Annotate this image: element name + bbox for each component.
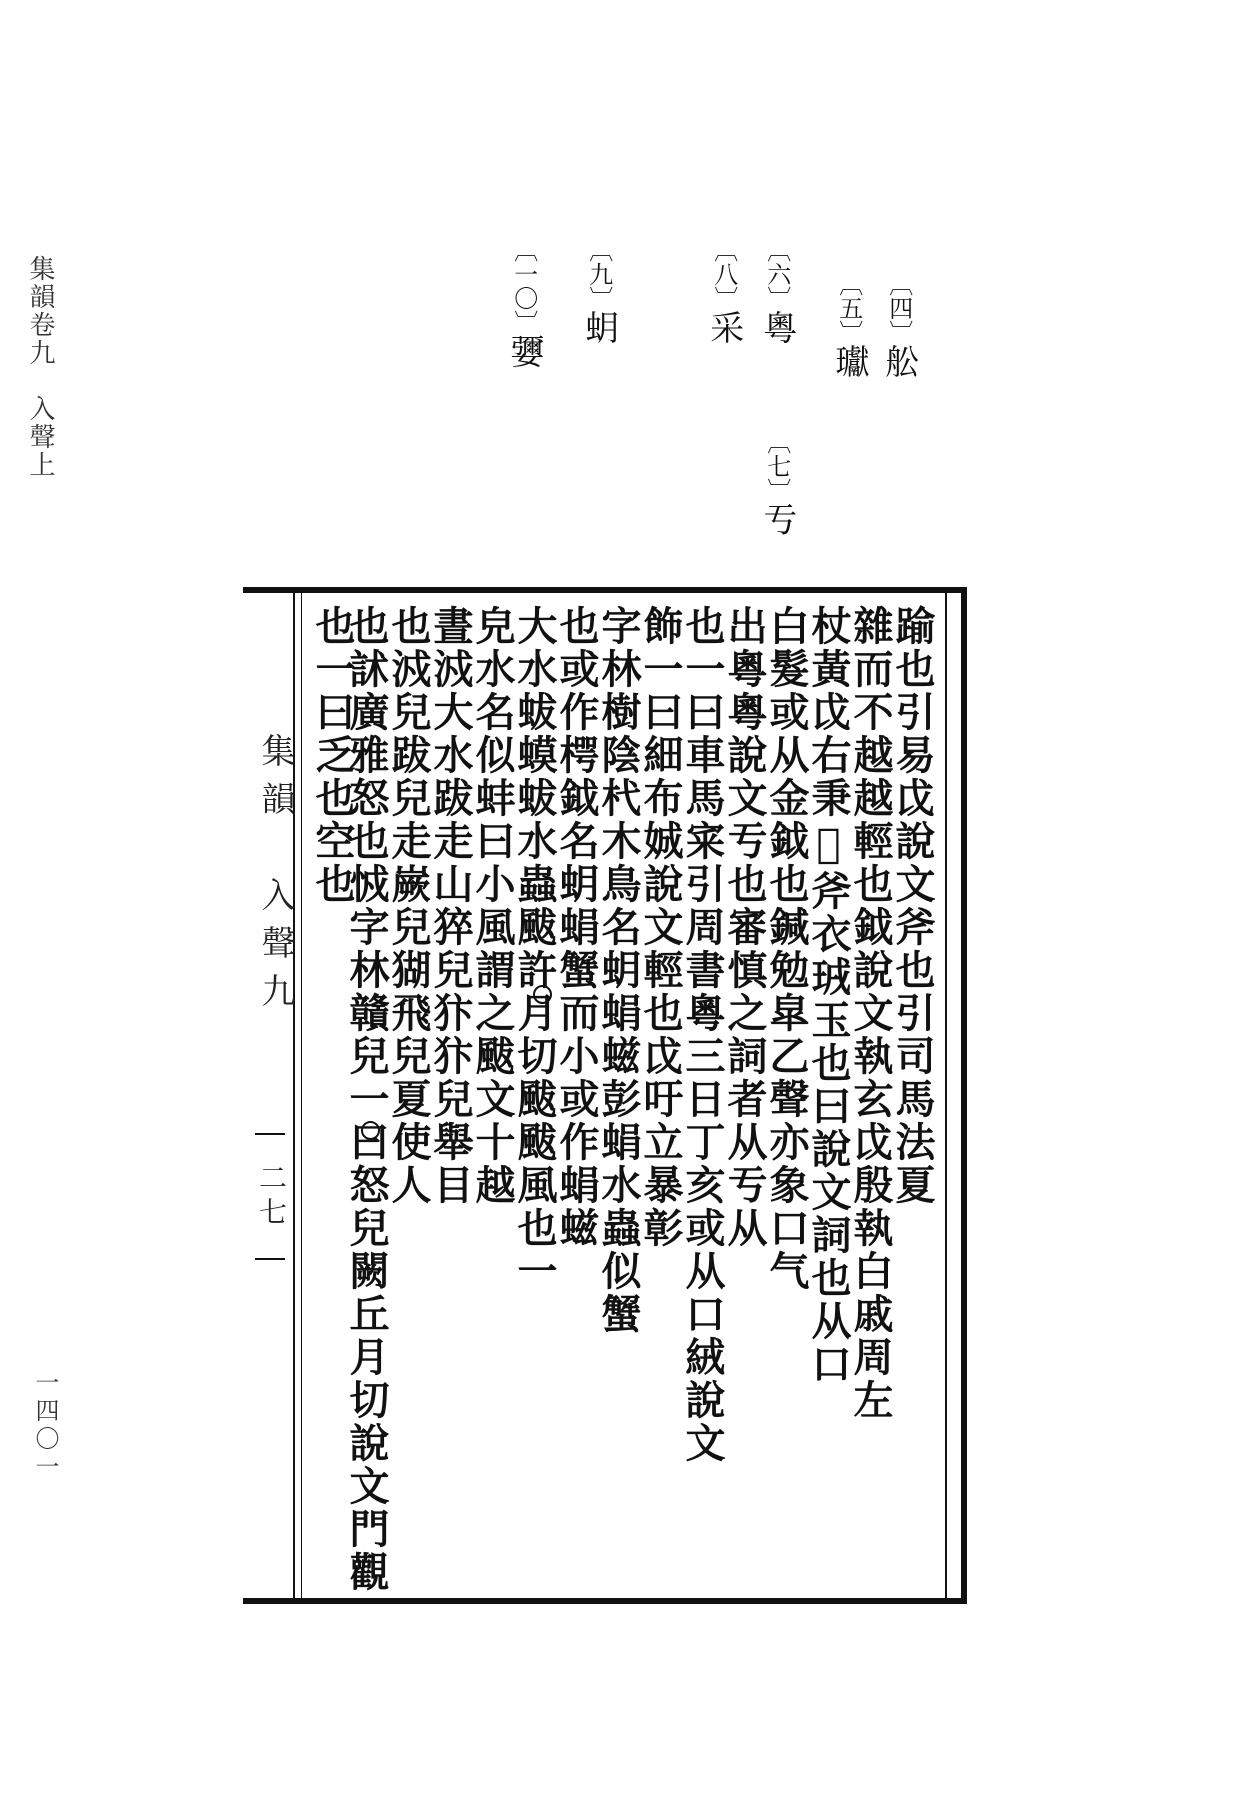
note-7: 〔一〇〕㜷 — [503, 238, 544, 368]
text-column-15: 也一曰乏也空也 — [309, 605, 356, 906]
note-4: 〔七〕亐 — [756, 430, 797, 536]
block-margin-folio: 二七 — [255, 1163, 288, 1231]
text-column-8: 字林樹陰杙木鳥名蚏蜎螆彭蜎水蟲似蟹 — [595, 605, 642, 1336]
note-6: 〔九〕蚏 — [578, 238, 619, 344]
text-column-12: 晝㳚大水跋走山猝兒犿犿兒舉目 — [427, 605, 474, 1207]
text-column-11: 皃水名似蚌曰小風謂之颰文十越 — [469, 605, 516, 1207]
running-header: 集韻卷九 入聲上 — [25, 255, 55, 479]
left-border-line-thin — [301, 593, 302, 1598]
text-column-4: 白髮或从金鉞也鍼勉皐乙聲亦象口气 — [763, 605, 810, 1293]
text-column-9: 也或作㮙鉞名蚏蜎蟹而小或作蜎螆 — [553, 605, 600, 1250]
circle-mark-2 — [361, 1121, 380, 1140]
text-column-6: 也一曰車馬宷引周書粵三日丁亥或从口絨說文 — [679, 605, 726, 1465]
text-column-2: 雜而不越越輕也鉞說文執玄戉殷執白戚周左 — [847, 605, 894, 1422]
text-column-10: 大水蛂蟆蛂水蟲颰許月切颰颰風也一 — [511, 605, 558, 1293]
note-3: 〔六〕粵 — [756, 238, 797, 344]
text-column-3: 杖黃戉右秉𨧾斧衣珬玉也曰說文詞也从口 — [805, 605, 852, 1386]
note-1: 〔四〕舩 — [878, 272, 919, 378]
text-column-1: 踰也引易戉說文斧也引司馬法夏 — [889, 605, 936, 1207]
circle-mark-1 — [533, 985, 552, 1004]
note-2: 〔五〕瓛 — [828, 272, 869, 378]
folio-tick-top — [255, 1133, 285, 1135]
text-column-7: 飾一曰細布娍說文輕也戉吁立暴彰 — [637, 605, 684, 1250]
text-column-5: 出粵粵說文亐也審慎之詞者从亐从 — [721, 605, 768, 1250]
text-column-13: 也㳚兒跋兒走嶡兒猢飛兒夏使人 — [385, 605, 432, 1207]
text-column-14: 也訹廣雅怒也㤜字林贛兒一曰怒兒闕丘月切說文門觀 — [343, 605, 390, 1594]
folio-tick-bottom — [255, 1258, 285, 1260]
page-number: 一四〇一 — [31, 1370, 59, 1482]
block-margin-label: 集韻 入聲九 — [255, 733, 295, 1021]
right-border-line — [945, 593, 947, 1598]
text-block — [243, 587, 967, 1604]
note-5: 〔八〕采 — [703, 238, 744, 344]
